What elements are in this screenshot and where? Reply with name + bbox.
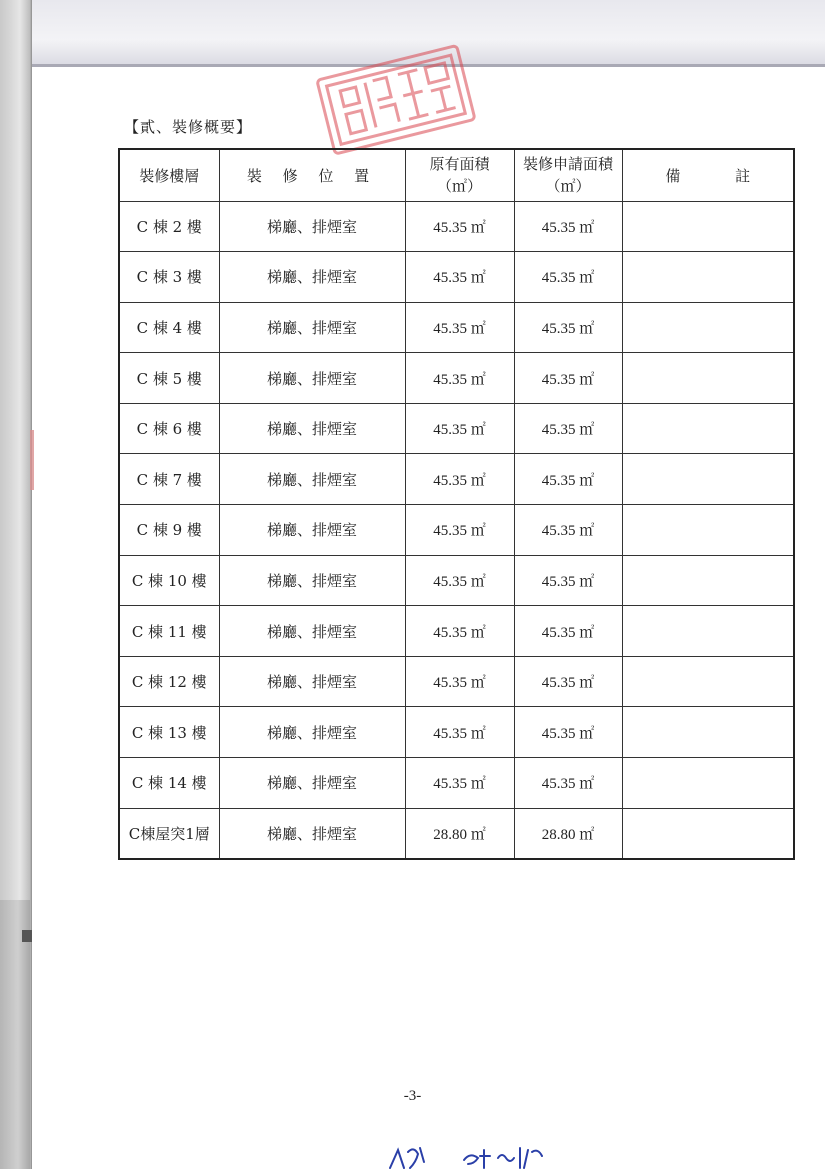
table-row [119, 302, 794, 353]
table-row [119, 454, 794, 505]
cell-location: 梯廳、排煙室 [219, 353, 405, 404]
table-row [119, 707, 794, 758]
cell-applied-area: 28.80 ㎡ [514, 808, 622, 859]
table-row [119, 252, 794, 303]
table-row [119, 606, 794, 657]
cell-floor: C 棟 13 樓 [119, 707, 219, 758]
cell-location: 梯廳、排煙室 [219, 201, 405, 252]
cell-floor: C棟屋突1層 [119, 808, 219, 859]
cell-remarks [622, 505, 794, 556]
cell-floor: C 棟 3 樓 [119, 252, 219, 303]
cell-remarks [622, 403, 794, 454]
cell-applied-area: 45.35 ㎡ [514, 505, 622, 556]
cell-remarks [622, 808, 794, 859]
table-row [119, 353, 794, 404]
cell-floor: C 棟 6 樓 [119, 403, 219, 454]
cell-location: 梯廳、排煙室 [219, 403, 405, 454]
cell-location: 梯廳、排煙室 [219, 707, 405, 758]
cell-applied-area: 45.35 ㎡ [514, 252, 622, 303]
table-row [119, 656, 794, 707]
cell-applied-area: 45.35 ㎡ [514, 656, 622, 707]
cell-remarks [622, 201, 794, 252]
cell-location: 梯廳、排煙室 [219, 302, 405, 353]
cell-applied-area: 45.35 ㎡ [514, 758, 622, 809]
cell-remarks [622, 454, 794, 505]
cell-applied-area: 45.35 ㎡ [514, 555, 622, 606]
cell-location: 梯廳、排煙室 [219, 808, 405, 859]
cell-original-area: 45.35 ㎡ [405, 252, 514, 303]
cell-floor: C 棟 7 樓 [119, 454, 219, 505]
cell-original-area: 45.35 ㎡ [405, 454, 514, 505]
table-row [119, 505, 794, 556]
cell-applied-area: 45.35 ㎡ [514, 353, 622, 404]
table-row [119, 201, 794, 252]
cell-floor: C 棟 2 樓 [119, 201, 219, 252]
cell-original-area: 45.35 ㎡ [405, 505, 514, 556]
cell-location: 梯廳、排煙室 [219, 252, 405, 303]
cell-location: 梯廳、排煙室 [219, 454, 405, 505]
cell-location: 梯廳、排煙室 [219, 505, 405, 556]
handwritten-signature [380, 1140, 560, 1169]
cell-applied-area: 45.35 ㎡ [514, 707, 622, 758]
binding-seal-fragment [30, 430, 34, 490]
cell-remarks [622, 656, 794, 707]
cell-original-area: 45.35 ㎡ [405, 555, 514, 606]
cell-location: 梯廳、排煙室 [219, 606, 405, 657]
cell-original-area: 45.35 ㎡ [405, 606, 514, 657]
cell-applied-area: 45.35 ㎡ [514, 454, 622, 505]
cell-remarks [622, 758, 794, 809]
header-remarks: 備 註 [622, 149, 794, 201]
cell-remarks [622, 353, 794, 404]
table-row [119, 555, 794, 606]
header-location: 裝 修 位 置 [219, 149, 405, 201]
cell-original-area: 45.35 ㎡ [405, 758, 514, 809]
cell-original-area: 45.35 ㎡ [405, 201, 514, 252]
cell-floor: C 棟 5 樓 [119, 353, 219, 404]
cell-original-area: 45.35 ㎡ [405, 656, 514, 707]
cell-remarks [622, 606, 794, 657]
cell-floor: C 棟 14 樓 [119, 758, 219, 809]
cell-original-area: 45.35 ㎡ [405, 403, 514, 454]
cell-applied-area: 45.35 ㎡ [514, 606, 622, 657]
cell-applied-area: 45.35 ㎡ [514, 302, 622, 353]
section-title: 【貳、裝修概要】 [124, 118, 253, 136]
cell-floor: C 棟 12 樓 [119, 656, 219, 707]
scan-left-notch [22, 930, 32, 942]
cell-floor: C 棟 9 樓 [119, 505, 219, 556]
cell-remarks [622, 252, 794, 303]
table-header-row [119, 149, 794, 201]
table-row [119, 808, 794, 859]
header-floor: 裝修樓層 [119, 149, 219, 201]
cell-applied-area: 45.35 ㎡ [514, 403, 622, 454]
cell-location: 梯廳、排煙室 [219, 555, 405, 606]
cell-original-area: 45.35 ㎡ [405, 707, 514, 758]
cell-original-area: 45.35 ㎡ [405, 302, 514, 353]
cell-applied-area: 45.35 ㎡ [514, 201, 622, 252]
table-row [119, 403, 794, 454]
cell-remarks [622, 302, 794, 353]
cell-floor: C 棟 4 樓 [119, 302, 219, 353]
header-applied-area: 裝修申請面積 （㎡） [514, 149, 622, 201]
cell-remarks [622, 555, 794, 606]
cell-location: 梯廳、排煙室 [219, 656, 405, 707]
page-number: -3- [403, 1088, 422, 1104]
cell-floor: C 棟 11 樓 [119, 606, 219, 657]
cell-location: 梯廳、排煙室 [219, 758, 405, 809]
cell-remarks [622, 707, 794, 758]
cell-original-area: 45.35 ㎡ [405, 353, 514, 404]
cell-floor: C 棟 10 樓 [119, 555, 219, 606]
renovation-summary-table [118, 148, 795, 860]
header-original-area: 原有面積 （㎡） [405, 149, 514, 201]
table-row [119, 758, 794, 809]
cell-original-area: 28.80 ㎡ [405, 808, 514, 859]
